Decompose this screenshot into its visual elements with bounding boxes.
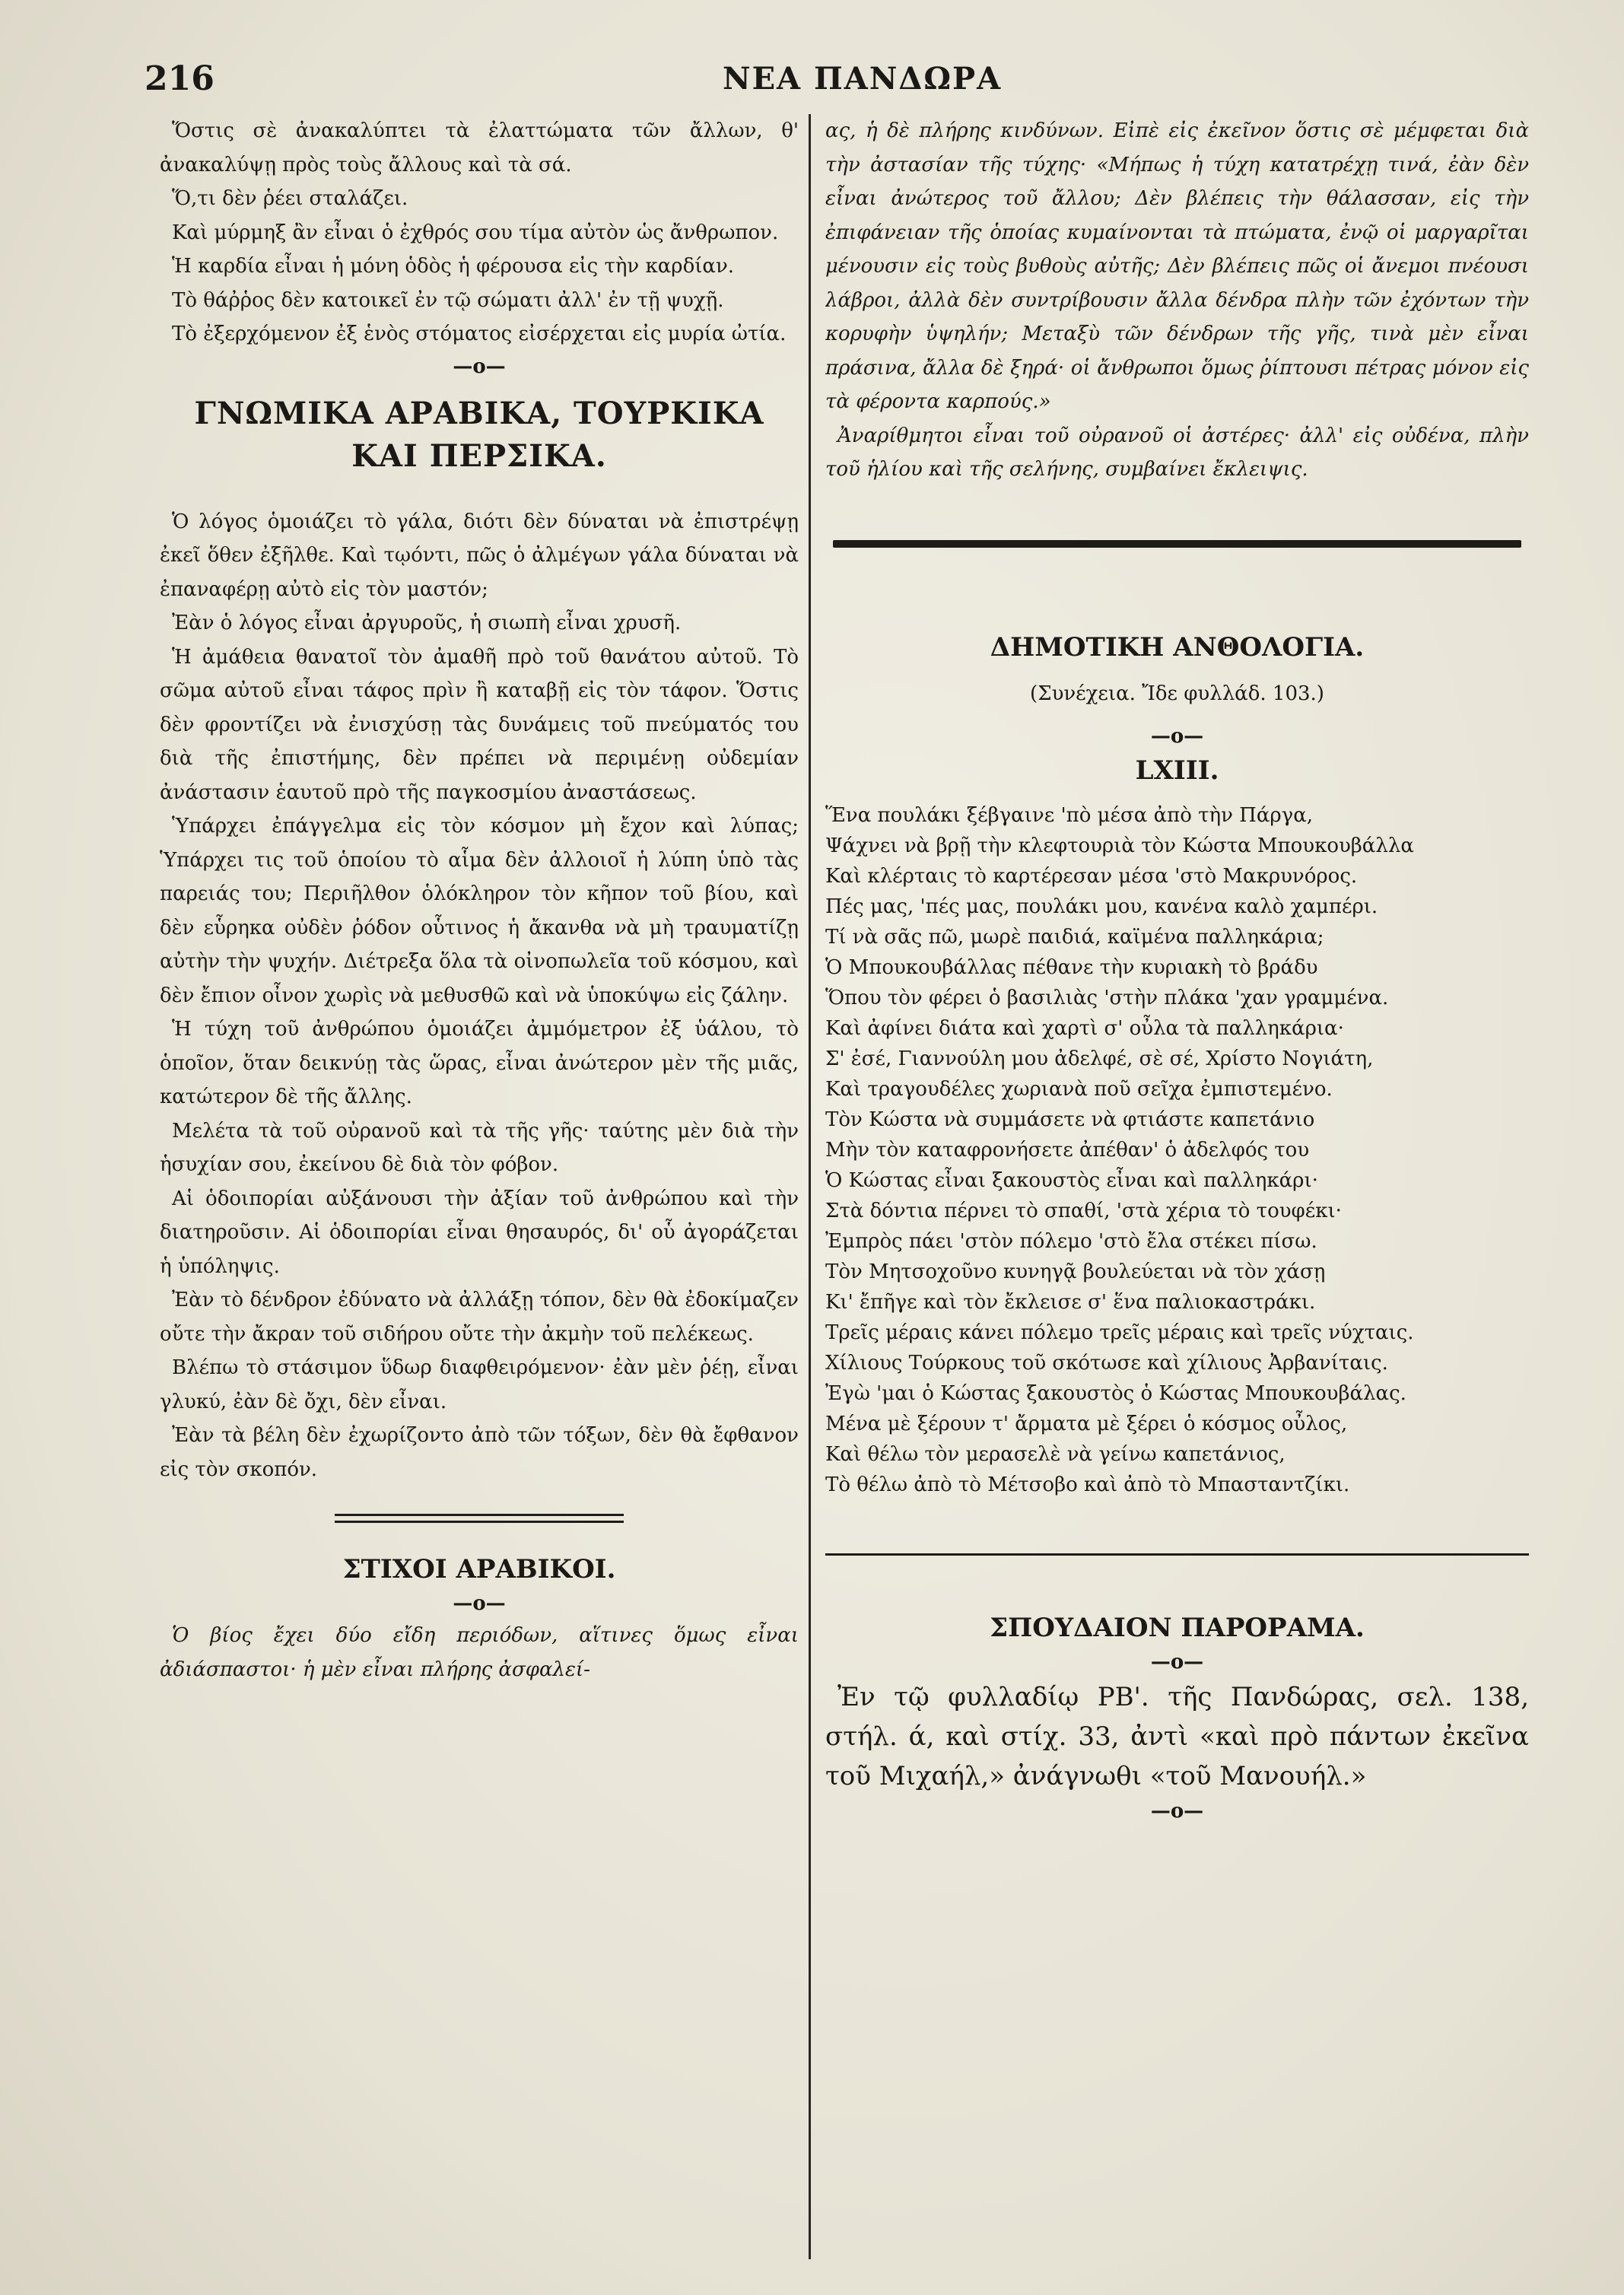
aphorism-paragraph: Ἐὰν τὸ δένδρον ἐδύνατο νὰ ἀλλάξῃ τόπον, δὲν θὰ ἐδοκίμαζεν οὔτε τὴν ἄκραν τοῦ σιδήρου οὔτε τὴν ἀκμὴν τοῦ πελέκεως. [160, 1289, 799, 1346]
poem-line: Πές μας, 'πές μας, πουλάκι μου, κανένα καλὸ χαμπέρι. [825, 895, 1378, 918]
aphorism-paragraph: Ὁ λόγος ὁμοιάζει τὸ γάλα, διότι δὲν δύναται νὰ ἐπιστρέψῃ ἐκεῖ ὅθεν ἐξῆλθε. Καὶ τῳόντι, πῶς ὁ ἀλμέγων γάλα δύναται νὰ ἐπαναφέρῃ αὐτὸ εἰς τὸν μαστόν; [160, 510, 799, 601]
poem-line: Ἐγὼ 'μαι ὁ Κώστας ξακουστὸς ὁ Κώστας Μπουκουβάλας. [825, 1382, 1406, 1405]
poem-line: Χίλιους Τούρκους τοῦ σκότωσε καὶ χίλιους Ἀρβανίταις. [825, 1352, 1388, 1375]
aphorism-paragraph: Ἡ τύχη τοῦ ἀνθρώπου ὁμοιάζει ἀμμόμετρον ἐξ ὑάλου, τὸ ὁποῖον, ὅταν δεικνύῃ τὰς ὥρας, εἶναι ἀνώτερον μὲν τῆς μιᾶς, κατώτερον δὲ τῆς ἄλλης. [160, 1018, 799, 1108]
errata-text: Ἐν τῷ φυλλαδίῳ ΡΒ'. τῆς Πανδώρας, σελ. 138, στήλ. ά, καὶ στίχ. 33, ἀντὶ «καὶ πρὸ πάντων ἐκεῖνα τοῦ Μιχαήλ,» ἀνάγνωθι «τοῦ Μανουήλ.» [825, 1682, 1529, 1791]
maxim-paragraph: Τὸ θάῤῥος δὲν κατοικεῖ ἐν τῷ σώματι ἀλλ' ἐν τῇ ψυχῇ. [172, 288, 724, 312]
poem-line: Καὶ κλέρταις τὸ καρτέρεσαν μέσα 'στὸ Μακρυνόρος. [825, 865, 1358, 888]
poem-line: Ὁ Κώστας εἶναι ξακουστὸς εἶναι καὶ παλληκάρι· [825, 1169, 1318, 1192]
maxim-paragraph: Ἡ καρδία εἶναι ἡ μόνη ὁδὸς ἡ φέρουσα εἰς τὴν καρδίαν. [172, 255, 735, 278]
maxim-paragraph: Ὅστις σὲ ἀνακαλύπτει τὰ ἐλαττώματα τῶν ἄλλων, θ' ἀνακαλύψῃ πρὸς τοὺς ἄλλους καὶ τὰ σά. [160, 119, 799, 176]
section-ornament: —o— [1150, 725, 1204, 748]
section-ornament: —o— [1150, 1800, 1204, 1823]
section-title-stichoi: ΣΤΙΧΟΙ ΑΡΑΒΙΚΟΙ. [342, 1554, 616, 1585]
poem-number: LXIII. [1135, 755, 1219, 786]
poem-line: Τὸν Κώστα νὰ συμμάσετε νὰ φτιάστε καπετάνιο [825, 1108, 1315, 1131]
poem-line: Ὅπου τὸν φέρει ὁ βασιλιὰς 'στὴν πλάκα 'χαν γραμμένα. [825, 987, 1389, 1009]
poem-line: Μένα μὲ ξέρουν τ' ἄρματα μὲ ξέρει ὁ κόσμος οὖλος, [825, 1413, 1348, 1435]
section-title-gnomika: ΓΝΩΜΙΚΑ ΑΡΑΒΙΚΑ, ΤΟΥΡΚΙΚΑ [194, 395, 764, 431]
aphorism-paragraph: Ὑπάρχει ἐπάγγελμα εἰς τὸν κόσμον μὴ ἔχον καὶ λύπας; Ὑπάρχει τις τοῦ ὁποίου τὸ αἷμα δὲν ἀλλοιοῖ ἡ λύπη ὑπὸ τὰς παρειάς του; Περιῆλθον ὁλόκληρον τὸν κῆπον τοῦ βίου, καὶ δὲν εὗρηκα οὐδὲν ῥόδον οὗτινος ἡ ἄκανθα νὰ μὴ τραυματίζῃ αὐτὴν τὴν ψυχήν. Διέτρεξα ὅλα τὰ οἰνοπωλεῖα τοῦ κόσμου, καὶ δὲν ἔπιον οἶνον χωρὶς νὰ μεθυσθῶ καὶ νὰ ὑποκύψω εἰς ζάλην. [160, 815, 799, 1007]
poem-line: Ὁ Μπουκουβάλλας πέθανε τὴν κυριακὴ τὸ βράδυ [825, 956, 1318, 979]
maxim-paragraph: Ὅ,τι δὲν ῥέει σταλάζει. [172, 187, 408, 210]
continuation-paragraph: Ἀναρίθμητοι εἶναι τοῦ οὐρανοῦ οἱ ἀστέρες· ἀλλ' εἰς οὐδένα, πλὴν τοῦ ἡλίου καὶ τῆς σελήνης, συμβαίνει ἔκλειψις. [825, 424, 1529, 481]
poem-line: Καὶ ἀφίνει διάτα καὶ χαρτὶ σ' οὖλα τὰ παλληκάρια· [825, 1017, 1344, 1040]
section-title-gnomika-line2: ΚΑΙ ΠΕΡΣΙΚΑ. [351, 437, 607, 474]
aphorism-paragraph: Αἱ ὁδοιπορίαι αὐξάνουσι τὴν ἀξίαν τοῦ ἀνθρώπου καὶ τὴν διατηροῦσιν. Αἱ ὁδοιπορίαι εἶναι θησαυρός, δι' οὗ ἀγοράζεται ἡ ὑπόληψις. [160, 1187, 799, 1278]
poem-line: Τί νὰ σᾶς πῶ, μωρὲ παιδιά, καϊμένα παλληκάρια; [825, 926, 1324, 949]
poem-line: Σ' ἐσέ, Γιαννούλη μου ἀδελφέ, σὲ σέ, Χρίστο Νογιάτη, [825, 1047, 1374, 1070]
poem-line: Ἐμπρὸς πάει 'στὸν πόλεμο 'στὸ ἔλα στέκει πίσω. [825, 1230, 1317, 1253]
poem-intro-paragraph: Ὁ βίος ἔχει δύο εἴδη περιόδων, αἵτινες ὅμως εἶναι ἀδιάσπαστοι· ἡ μὲν εἶναι πλήρης ἀσφαλεί- [160, 1624, 799, 1681]
column-divider [809, 114, 811, 2259]
section-ornament: —o— [453, 354, 506, 378]
journal-title: ΝΕΑ ΠΑΝΔΩΡΑ [723, 61, 1003, 97]
maxim-paragraph: Τὸ ἐξερχόμενον ἐξ ἑνὸς στόματος εἰσέρχεται εἰς μυρία ὠτία. [172, 323, 787, 345]
errata-block [825, 1677, 1529, 1796]
page-number: 216 [145, 59, 215, 98]
poem-line: Καὶ τραγουδέλες χωριανὰ ποῦ σεῖχα ἐμπιστεμένο. [825, 1078, 1333, 1101]
section-title-dimotiki: ΔΗΜΟΤΙΚΗ ΑΝΘΟΛΟΓΙΑ. [990, 631, 1365, 663]
section-ornament: —o— [453, 1592, 506, 1615]
aphorism-paragraph: Ἐὰν ὁ λόγος εἶναι ἀργυροῦς, ἡ σιωπὴ εἶναι χρυσῆ. [172, 612, 682, 634]
aphorism-paragraph: Βλέπω τὸ στάσιμον ὕδωρ διαφθειρόμενον· ἐὰν μὲν ῥέῃ, εἶναι γλυκύ, ἐὰν δὲ ὄχι, δὲν εἶναι. [160, 1356, 799, 1413]
section-divider [335, 1514, 624, 1523]
poem-line: Ἕνα πουλάκι ξέβγαινε 'πὸ μέσα ἀπὸ τὴν Πάργα, [825, 804, 1314, 827]
poem-line: Ψάχνει νὰ βρῇ τὴν κλεφτουριὰ τὸν Κώστα Μπουκουβάλλα [825, 834, 1414, 857]
page-header [145, 59, 1567, 105]
poem-line: Τρεῖς μέραις κάνει πόλεμο τρεῖς μέραις καὶ τρεῖς νύχταις. [825, 1321, 1414, 1344]
poem-line: Τὸν Μητσοχοῦνο κυνηγᾷ βουλεύεται νὰ τὸν χάσῃ [825, 1260, 1326, 1283]
continuation-paragraph: ας, ἡ δὲ πλήρης κινδύνων. Εἰπὲ εἰς ἐκεῖνον ὅστις σὲ μέμφεται διὰ τὴν ἀστασίαν τῆς τύχης· «Μήπως ἡ τύχη κατατρέχῃ τινά, ἐὰν δὲν εἶναι ἀνώτερος τοῦ ἄλλου; Δὲν βλέπεις τὴν θάλασσαν, εἰς τὴν ἐπιφάνειαν τῆς ὁποίας κυμαίνονται τὰ πτώματα, ἐνῷ οἱ μαργαρῖται μένουσιν εἰς τοὺς βυθοὺς αὐτῆς; Δὲν βλέπεις πῶς οἱ ἄνεμοι πνέουσι λάβροι, ἀλλὰ δὲν συντρίβουσιν ἄλλα δένδρα πλὴν τῶν ἐχόντων τὴν κορυφὴν ὑψηλήν; Μεταξὺ τῶν δένδρων τῆς γῆς, τινὰ μὲν εἶναι πράσινα, ἄλλα δὲ ξηρά· οἱ ἄνθρωποι ὅμως ῥίπτουσι πέτρας μόνον εἰς τὰ φέροντα καρπούς.» [825, 119, 1529, 413]
poem-line: Κι' ἔπῆγε καὶ τὸν ἔκλεισε σ' ἕνα παλιοκαστράκι. [825, 1291, 1316, 1314]
section-divider-thick [833, 540, 1521, 548]
poem-line: Καὶ θέλω τὸν μερασελὲ νὰ γείνω καπετάνιος, [825, 1443, 1286, 1466]
poem-line: Τὸ θέλω ἀπὸ τὸ Μέτσοβο καὶ ἀπὸ τὸ Μπασταντζίκι. [825, 1473, 1350, 1496]
poem-line: Μὴν τὸν καταφρονήσετε ἀπέθαν' ὁ ἀδελφός του [825, 1139, 1310, 1162]
aphorism-paragraph: Μελέτα τὰ τοῦ οὐρανοῦ καὶ τὰ τῆς γῆς· ταύτης μὲν διὰ τὴν ἡσυχίαν σου, ἐκείνου δὲ διὰ τὸν φόβον. [160, 1119, 799, 1176]
section-title-paroramata: ΣΠΟΥΔΑΙΟΝ ΠΑΡΟΡΑΜΑ. [990, 1613, 1365, 1643]
folk-poem [825, 800, 1529, 1500]
aphorism-paragraph: Ἐὰν τὰ βέλη δὲν ἐχωρίζοντο ἀπὸ τῶν τόξων, δὲν θὰ ἔφθανον εἰς τὸν σκοπόν. [160, 1424, 799, 1481]
section-ornament: —o— [1150, 1651, 1204, 1674]
maxim-paragraph: Καὶ μύρμηξ ἂν εἶναι ὁ ἐχθρός σου τίμα αὐτὸν ὡς ἄνθρωπον. [172, 221, 779, 244]
poem-line: Στὰ δόντια πέρνει τὸ σπαθί, 'στὰ χέρια τὸ τουφέκι· [825, 1200, 1342, 1222]
right-column [825, 114, 1529, 2265]
continuation-note: (Συνέχεια. Ἴδε φυλλάδ. 103.) [1030, 682, 1324, 705]
aphorism-paragraph: Ἡ ἀμάθεια θανατοῖ τὸν ἀμαθῆ πρὸ τοῦ θανάτου αὐτοῦ. Τὸ σῶμα αὐτοῦ εἶναι τάφος πρὶν ἢ καταβῇ εἰς τὸν τάφον. Ὅστις δὲν φροντίζει νὰ ἐνισχύσῃ τὰς δυνάμεις τοῦ πνεύματός του διὰ τῆς ἐπιστήμης, δὲν πρέπει νὰ περιμένῃ οὐδεμίαν ἀνάστασιν ἑαυτοῦ πρὸ τῆς παγκοσμίου ἀναστάσεως. [160, 645, 799, 804]
left-column [160, 114, 799, 2265]
